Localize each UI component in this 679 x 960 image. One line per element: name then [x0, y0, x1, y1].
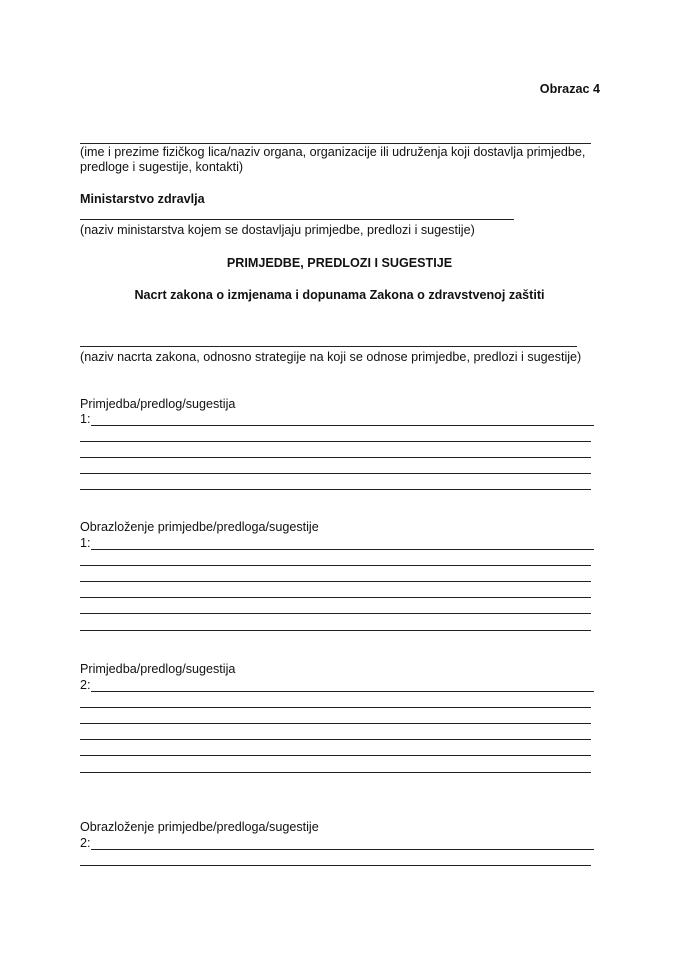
comment-2-line[interactable] — [80, 755, 591, 756]
explanation-1-line[interactable] — [80, 597, 591, 598]
explanation-1-number: 1: — [80, 536, 91, 550]
ministry-name: Ministarstvo zdravlja — [80, 192, 205, 206]
ministry-input-line[interactable] — [80, 219, 514, 220]
draft-law-title: Nacrt zakona o izmjenama i dopunama Zakona o zdravstvenoj zaštiti — [134, 288, 545, 302]
explanation-1-line[interactable] — [80, 630, 591, 631]
explanation-1-label: Obrazloženje primjedbe/predloga/sugestije — [80, 520, 319, 534]
explanation-1-input-line[interactable] — [91, 549, 594, 550]
comment-2-line[interactable] — [80, 772, 591, 773]
explanation-1-first-line[interactable] — [80, 536, 594, 551]
comment-1-line[interactable] — [80, 457, 591, 458]
comment-1-number: 1: — [80, 412, 91, 426]
form-number: Obrazac 4 — [539, 82, 600, 96]
explanation-1-line[interactable] — [80, 565, 591, 566]
comment-2-input-line[interactable] — [91, 691, 594, 692]
explanation-1-line[interactable] — [80, 581, 591, 582]
explanation-2-label: Obrazloženje primjedbe/predloga/sugestije — [80, 820, 319, 834]
explanation-2-first-line[interactable] — [80, 836, 594, 851]
submitter-input-line[interactable] — [80, 143, 591, 144]
comment-1-input-line[interactable] — [91, 425, 594, 426]
explanation-1-line[interactable] — [80, 613, 591, 614]
form-title: PRIMJEDBE, PREDLOZI I SUGESTIJE — [226, 256, 453, 270]
comment-1-label: Primjedba/predlog/sugestija — [80, 397, 236, 411]
comment-2-label: Primjedba/predlog/sugestija — [80, 662, 236, 676]
explanation-2-input-line[interactable] — [91, 849, 594, 850]
explanation-2-line[interactable] — [80, 865, 591, 866]
comment-1-line[interactable] — [80, 441, 591, 442]
comment-2-first-line[interactable] — [80, 678, 594, 693]
draft-input-line[interactable] — [80, 346, 577, 347]
comment-1-line[interactable] — [80, 489, 591, 490]
comment-1-first-line[interactable] — [80, 412, 594, 427]
submitter-caption: (ime i prezime fizičkog lica/naziv organa, organizacije ili udruženja koji dostavlja primjedbe, predloge i sugestije, kontakti) — [80, 145, 586, 174]
draft-caption: (naziv nacrta zakona, odnosno strategije na koji se odnose primjedbe, predlozi i sugestije) — [80, 350, 582, 364]
explanation-2-number: 2: — [80, 836, 91, 850]
comment-2-line[interactable] — [80, 739, 591, 740]
comment-2-number: 2: — [80, 678, 91, 692]
comment-2-line[interactable] — [80, 707, 591, 708]
ministry-caption: (naziv ministarstva kojem se dostavljaju primjedbe, predlozi i sugestije) — [80, 223, 475, 237]
comment-2-line[interactable] — [80, 723, 591, 724]
comment-1-line[interactable] — [80, 473, 591, 474]
